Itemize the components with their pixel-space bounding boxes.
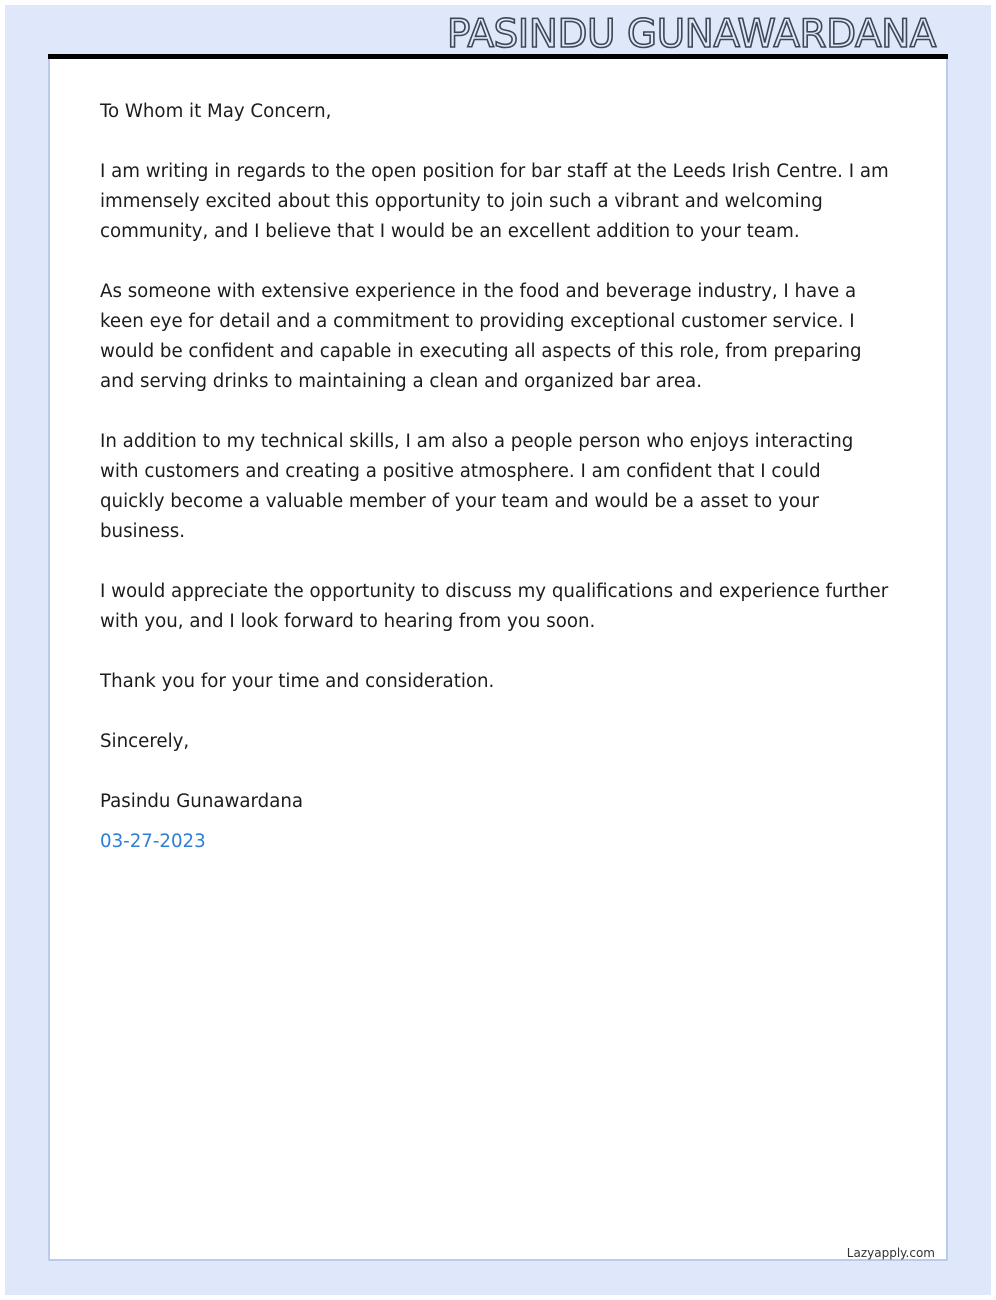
footer-brand: Lazyapply.com	[846, 1246, 935, 1260]
letter-date: 03-27-2023	[100, 831, 206, 852]
applicant-name-heading: PASINDU GUNAWARDANA	[446, 12, 936, 57]
paragraph-thanks: Thank you for your time and consideration.	[100, 671, 495, 692]
paragraph-people-skills: In addition to my technical skills, I am also a people person who enjoys interacting with customers and creating a positive atmosphere. I am confident that I could quickly become a valuable member of your team and would be a asset to your business.	[100, 431, 854, 542]
paragraph-request: I would appreciate the opportunity to discuss my qualifications and experience further with you, and I look forward to hearing from you soon.	[100, 581, 889, 632]
paragraph-intro: I am writing in regards to the open position for bar staff at the Leeds Irish Centre. I am immensely excited about this opportunity to join such a vibrant and welcoming community, and I believe that I would be an excellent addition to your team.	[100, 161, 889, 242]
paragraph-experience: As someone with extensive experience in the food and beverage industry, I have a keen eye for detail and a commitment to providing exceptional customer service. I would be confident and capable in executing all aspects of this role, from preparing and serving drinks to maintaining a clean and organized bar area.	[100, 281, 862, 392]
letter-body	[100, 97, 890, 887]
closing: Sincerely,	[100, 731, 190, 752]
salutation: To Whom it May Concern,	[100, 101, 332, 122]
signature-name: Pasindu Gunawardana	[100, 791, 304, 812]
